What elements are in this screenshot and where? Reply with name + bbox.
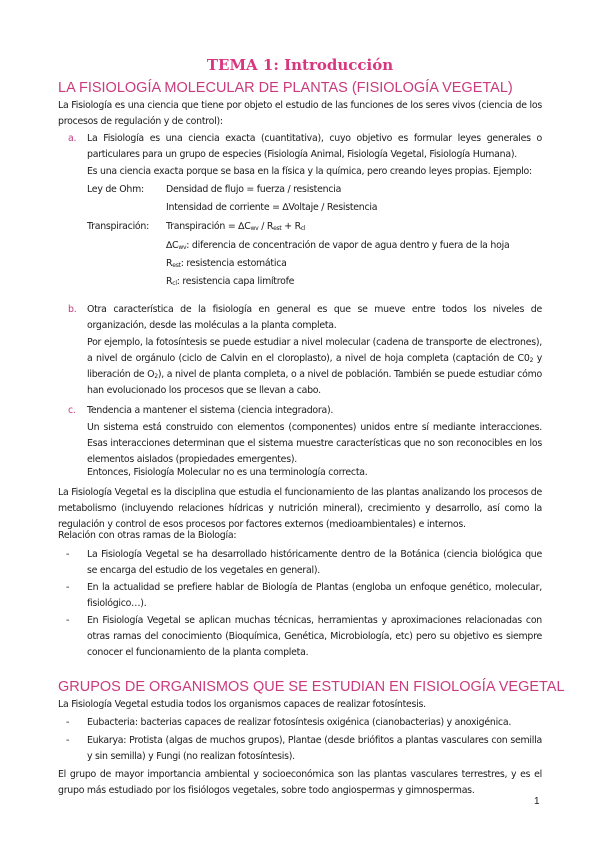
list-marker-b: b.	[68, 304, 77, 315]
dash-bullet: -	[66, 549, 70, 560]
relacion-item-1: La Fisiología Vegetal se ha desarrollado históricamente dentro de la Botánica (ciencia biológica que se encarga del estudio de los vegetales en general).	[87, 549, 542, 576]
organismos-item-eukarya: Eukarya: Protista (algas de muchos grupos), Plantae (desde briófitos a plantas vasculares con semilla y sin semilla) y Fungi (no realizan fotosíntesis).	[87, 735, 542, 762]
list-marker-c: c.	[68, 405, 76, 416]
item-b-text: Otra característica de la fisiología en general es que se mueve entre todos los niveles de organización, desde las moléculas a la planta completa.	[87, 304, 542, 331]
item-a-text: La Fisiología es una ciencia exacta (cuantitativa), cuyo objetivo es formular leyes generales o particulares para un grupo de especies (Fisiología Animal, Fisiología Vegetal, Fisiología Humana).	[87, 133, 542, 160]
relacion-item-3: En Fisiología Vegetal se aplican muchas técnicas, herramientas y aproximaciones relacionadas con otras ramas del conocimiento (Bioquímica, Genética, Microbiología, etc) pero su objetivo es siempre conocer el funcionamiento de la planta completa.	[87, 615, 542, 658]
section-heading-grupos-organismos: GRUPOS DE ORGANISMOS QUE SE ESTUDIAN EN FISIOLOGÍA VEGETAL	[58, 679, 565, 695]
item-b-subtext: Por ejemplo, la fotosíntesis se puede estudiar a nivel molecular (cadena de transporte de electrones), a nivel de orgánulo (ciclo de Calvin en el cloroplasto), a nivel de hoja completa (captación de $C0_2$ y liberación de $O_2$), a nivel de planta completa, o a nivel de población. También se puede estudiar cómo han evolucionado los procesos que se llevan a cabo.	[87, 337, 543, 396]
transpiracion-def-rcl: $R_{cl}$: resistencia capa limítrofe	[166, 276, 295, 287]
dash-bullet: -	[66, 582, 70, 593]
page-title: TEMA 1: Introducción	[206, 56, 394, 74]
ohm-formula-1: Densidad de flujo = fuerza / resistencia	[166, 184, 342, 195]
list-marker-a: a.	[68, 133, 77, 144]
item-a-subtext: Es una ciencia exacta porque se basa en la física y la química, pero creando leyes propias. Ejemplo:	[87, 166, 532, 177]
fisiologia-vegetal-paragraph: La Fisiología Vegetal es la disciplina que estudia el funcionamiento de las plantas analizando los procesos de metabolismo (incluyendo relaciones hídricas y nutrición mineral), crecimiento y desarrollo, así como la regulación y control de esos procesos por factores externos (medioambientales) e internos.	[58, 487, 542, 530]
dash-bullet: -	[66, 735, 70, 746]
section-heading-fisiologia-molecular: LA FISIOLOGÍA MOLECULAR DE PLANTAS (FISIOLOGÍA VEGETAL)	[58, 80, 513, 96]
dash-bullet: -	[66, 717, 70, 728]
page-number: 1	[534, 796, 540, 807]
ohm-label: Ley de Ohm:	[87, 184, 144, 195]
transpiracion-def-cwv: $\Delta C_{wv}$: diferencia de concentración de vapor de agua dentro y fuera de la hoja	[166, 240, 510, 251]
intro-paragraph: La Fisiología es una ciencia que tiene por objeto el estudio de las funciones de los seres vivos (ciencia de los procesos de regulación y de control):	[58, 100, 542, 127]
transpiracion-label: Transpiración:	[87, 221, 150, 232]
item-c-text: Tendencia a mantener el sistema (ciencia integradora).	[87, 405, 334, 416]
ohm-formula-2: Intensidad de corriente = ∆Voltaje / Resistencia	[166, 202, 378, 213]
closing-paragraph: El grupo de mayor importancia ambiental y socioeconómica son las plantas vasculares terrestres, y es el grupo más estudiado por los fisiólogos vegetales, sobre todo angiospermas y gimnospermas.	[58, 769, 542, 796]
organismos-item-eubacteria: Eubacteria: bacterias capaces de realizar fotosíntesis oxigénica (cianobacterias) y anoxigénica.	[87, 717, 512, 728]
section2-intro: La Fisiología Vegetal estudia todos los organismos capaces de realizar fotosíntesis.	[58, 699, 426, 710]
dash-bullet: -	[66, 615, 70, 626]
item-c-subtext-2: Entonces, Fisiología Molecular no es una terminología correcta.	[87, 467, 368, 478]
transpiracion-def-rest: $R_{est}$: resistencia estomática	[166, 258, 287, 269]
relacion-heading: Relación con otras ramas de la Biología:	[58, 530, 237, 541]
transpiracion-formula: Transpiración = $\Delta C_{wv} / R_{est} + R_{cl}$	[166, 221, 306, 232]
relacion-item-2: En la actualidad se prefiere hablar de Biología de Plantas (engloba un enfoque genético, molecular, fisiológico…).	[87, 582, 542, 609]
item-c-subtext-1: Un sistema está construido con elementos (componentes) unidos entre sí mediante interacciones. Esas interacciones determinan que el sistema muestre características que no son reconocibles en los elementos aislados (propiedades emergentes).	[87, 422, 542, 465]
